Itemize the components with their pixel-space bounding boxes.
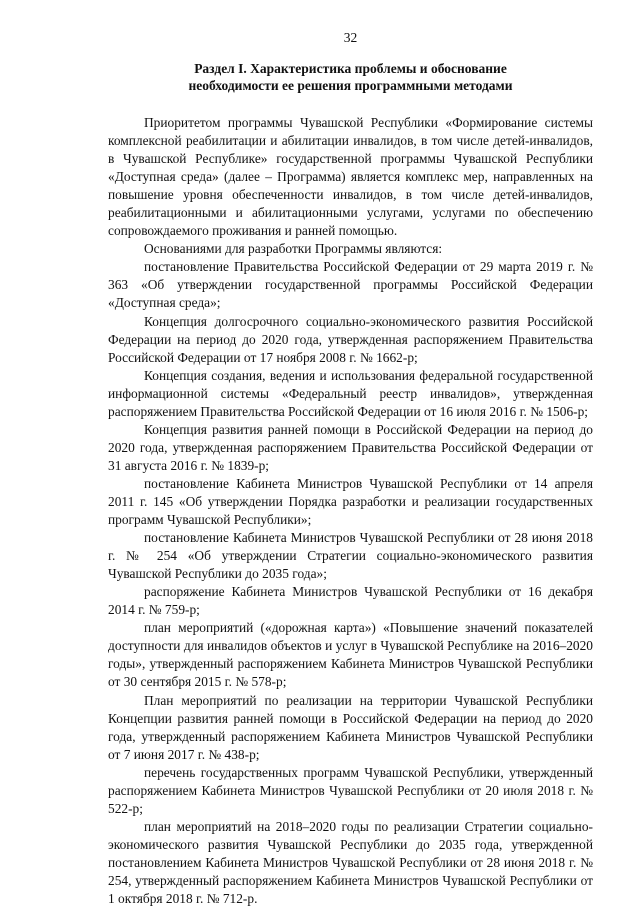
paragraph-government-decree-363: постановление Правительства Российской Федерации от 29 марта 2019 г. № 363 «Об утверждении государственной программы Российской Федерации «Доступная среда»;: [108, 259, 593, 311]
paragraph-priority: Приоритетом программы Чувашской Республики «Формирование системы комплексной реабилитации и абилитации инвалидов, в том числе детей-инвалидов, в Чувашской Республике» государственной программы Чувашской Республики «Доступная среда» (далее – Программа) является комплекс мер, направленных на повышение уровня обеспеченности инвалидов, в том числе детей-инвалидов, реабилитационными и абилитационными услугами, услугами по обеспечению сопровождаемого проживания и ранней помощью.: [108, 115, 593, 239]
section-title: [108, 60, 593, 94]
paragraph-roadmap: план мероприятий («дорожная карта») «Повышение значений показателей доступности для инвалидов объектов и услуг в Чувашской Республике на 2016–2020 годы», утвержденный распоряжением Кабинета Министров Чувашской Республики от 30 сентября 2015 г. № 578-р;: [108, 620, 593, 690]
paragraph-grounds-intro: Основаниями для разработки Программы являются:: [144, 241, 443, 257]
section-title-line-2: необходимости ее решения программными методами: [188, 78, 513, 93]
body-text: [108, 114, 593, 908]
paragraph-early-help-plan: План мероприятий по реализации на территории Чувашской Республики Концепции развития ранней помощи в Российской Федерации на период до 2020 года, утвержденный распоряжением Кабинета Министров Чувашской Республики от 7 июня 2017 г. № 438-р;: [108, 692, 593, 762]
page-number: 32: [343, 30, 358, 45]
paragraph-registry-concept: Концепция создания, ведения и использования федеральной государственной информационной системы «Федеральный реестр инвалидов», утвержденная распоряжением Правительства Российской Федерации от 16 июля 2016 г. № 1506-р;: [108, 367, 593, 419]
paragraph-cabinet-decree-145: постановление Кабинета Министров Чувашской Республики от 14 апреля 2011 г. 145 «Об утверждении Порядка разработки и реализации государственных программ Чувашской Республики»;: [108, 475, 593, 528]
paragraph-programs-list: перечень государственных программ Чувашской Республики, утвержденный распоряжением Кабинета Министров Чувашской Республики от 20 июля 2018 г. № 522-р;: [108, 764, 593, 816]
paragraph-long-term-concept: Концепция долгосрочного социально-экономического развития Российской Федерации на период до 2020 года, утвержденная распоряжением Правительства Российской Федерации от 17 ноября 2008 г. № 1662-р;: [108, 313, 593, 365]
paragraph-early-help-concept: Концепция развития ранней помощи в Российской Федерации на период до 2020 года, утвержденная распоряжением Правительства Российской Федерации от 31 августа 2016 г. № 1839-р;: [108, 421, 593, 473]
paragraph-cabinet-decree-254: постановление Кабинета Министров Чувашской Республики от 28 июня 2018 г. № 254 «Об утверждении Стратегии социально-экономического развития Чувашской Республики до 2035 года»;: [108, 530, 593, 582]
paragraph-strategy-plan: план мероприятий на 2018–2020 годы по реализации Стратегии социально-экономического развития Чувашской Республики до 2035 года, утвержденной постановлением Кабинета Министров Чувашской Республики от 28 июня 2018 г. № 254, утвержденный распоряжением Кабинета Министров Чувашской Республики от 1 октября 2018 г. № 712-р.: [108, 818, 593, 907]
paragraph-order-759: распоряжение Кабинета Министров Чувашской Республики от 16 декабря 2014 г. № 759-р;: [108, 584, 593, 618]
document-page: [108, 30, 593, 908]
section-title-line-1: Раздел I. Характеристика проблемы и обоснование: [194, 61, 507, 76]
